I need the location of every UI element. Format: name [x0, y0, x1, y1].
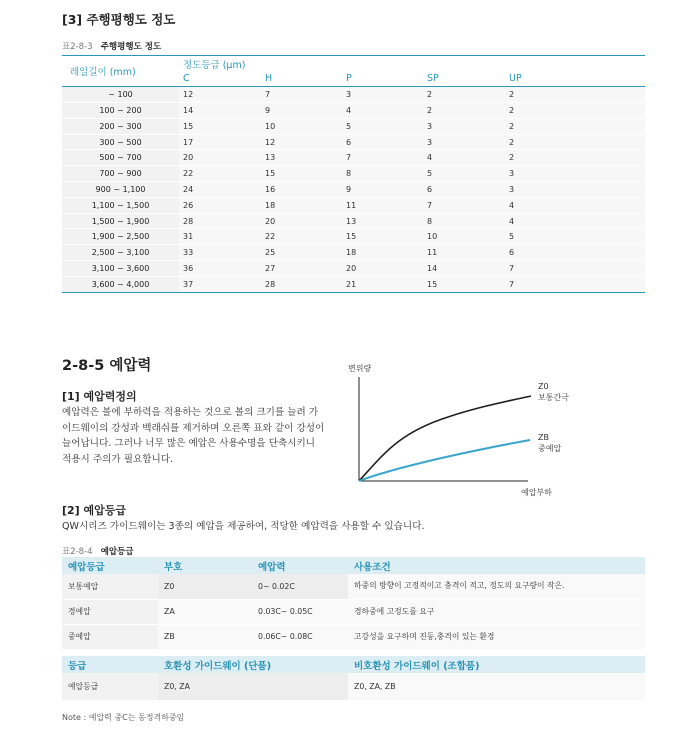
grade-value-cell: 2	[505, 150, 645, 166]
grade-value-cell: 5	[505, 229, 645, 245]
compat-header-single: 호환성 가이드웨이 (단품)	[158, 656, 348, 673]
preload-header-condition: 사용조건	[348, 557, 645, 574]
compat-header-combo: 비호환성 가이드웨이 (조합품)	[348, 656, 645, 673]
grade-value-cell: 20	[179, 150, 261, 166]
table1-caption-no: 표2-8-3	[62, 42, 93, 52]
grade-value-cell: 4	[505, 213, 645, 229]
preload-definition-text: 예압력은 볼에 부하력을 적용하는 것으로 볼의 크기를 늘려 가이드웨이의 강성과 백래쉬를 제거하며 오른쪽 표와 같이 강성이 늘어납니다. 그러나 너무 많은 예압은 사용수명을 단축시키니 적용시 주의가 필요합니다.	[62, 407, 325, 465]
grade-value-cell: 3	[423, 134, 505, 150]
grade-col-sp: SP	[423, 72, 505, 87]
rail-length-cell: 3,100 ~ 3,600	[62, 261, 179, 277]
preload-header-code: 부호	[158, 557, 252, 574]
rail-length-cell: 700 ~ 900	[62, 166, 179, 182]
rail-length-cell: 500 ~ 700	[62, 150, 179, 166]
grade-value-cell: 14	[179, 103, 261, 119]
parallelism-row	[62, 134, 645, 150]
grade-value-cell: 25	[261, 245, 342, 261]
grade-value-cell: 33	[179, 245, 261, 261]
preload-row-code: Z0	[158, 574, 252, 599]
grade-value-cell: 17	[179, 134, 261, 150]
compat-row-label: 예압등급	[62, 673, 158, 700]
section3-title: [3] 주행평행도 정도	[62, 12, 176, 27]
preload-grade-title: [2] 예압등급	[62, 504, 127, 517]
grade-value-cell: 6	[423, 182, 505, 198]
grade-value-cell: 22	[261, 229, 342, 245]
graph-y-label: 변위량	[348, 364, 372, 373]
grade-value-cell: 36	[179, 261, 261, 277]
table1-caption-title: 주행평행도 정도	[100, 42, 162, 52]
preload-table	[62, 557, 645, 700]
grade-value-cell: 9	[261, 103, 342, 119]
preload-definition-title: [1] 예압력정의	[62, 390, 137, 403]
preload-graph	[338, 355, 600, 500]
graph-z0-name: 보통간극	[538, 393, 569, 402]
rail-length-cell: 1,900 ~ 2,500	[62, 229, 179, 245]
table2-caption-title: 예압등급	[100, 547, 134, 557]
grade-header: 정도등급 (μm)	[179, 56, 645, 72]
grade-value-cell: 28	[179, 213, 261, 229]
grade-value-cell: 6	[342, 134, 423, 150]
grade-value-cell: 7	[342, 150, 423, 166]
grade-value-cell: 2	[505, 134, 645, 150]
grade-value-cell: 24	[179, 182, 261, 198]
preload-row-condition: 하중의 방향이 고정적이고 충격이 적고, 정도의 요구량이 작은.	[348, 574, 645, 599]
graph-curve-zb	[359, 440, 530, 481]
preload-row-grade: 중예압	[62, 624, 158, 649]
rail-length-cell: 900 ~ 1,100	[62, 182, 179, 198]
grade-value-cell: 11	[423, 245, 505, 261]
grade-value-cell: 6	[505, 245, 645, 261]
grade-value-cell: 13	[261, 150, 342, 166]
parallelism-row	[62, 182, 645, 198]
parallelism-row	[62, 276, 645, 292]
preload-row-condition: 경하중에 고정도를 요구	[348, 599, 645, 624]
grade-value-cell: 15	[179, 118, 261, 134]
grade-value-cell: 7	[505, 261, 645, 277]
grade-value-cell: 22	[179, 166, 261, 182]
table2-note: Note : 예압력 중C는 동정격하중임	[62, 713, 185, 722]
preload-grade-text: QW시리즈 가이드웨이는 3종의 예압을 제공하여, 적당한 예압력을 사용할 수 있습니다.	[62, 521, 425, 532]
preload-row-condition: 고강성을 요구하며 진동,충격이 있는 환경	[348, 624, 645, 649]
grade-value-cell: 4	[423, 150, 505, 166]
parallelism-row	[62, 197, 645, 213]
parallelism-row	[62, 166, 645, 182]
preload-row-force: 0.06C~ 0.08C	[252, 624, 348, 649]
grade-value-cell: 37	[179, 276, 261, 292]
grade-value-cell: 11	[342, 197, 423, 213]
grade-value-cell: 28	[261, 276, 342, 292]
grade-value-cell: 5	[342, 118, 423, 134]
grade-value-cell: 21	[342, 276, 423, 292]
rail-length-cell: 300 ~ 500	[62, 134, 179, 150]
grade-value-cell: 4	[342, 103, 423, 119]
preload-row-force: 0~ 0.02C	[252, 574, 348, 599]
grade-value-cell: 10	[261, 118, 342, 134]
grade-value-cell: 20	[261, 213, 342, 229]
grade-value-cell: 3	[505, 182, 645, 198]
rail-length-cell: 3,600 ~ 4,000	[62, 276, 179, 292]
preload-row-code: ZB	[158, 624, 252, 649]
grade-value-cell: 2	[423, 103, 505, 119]
grade-value-cell: 3	[342, 87, 423, 103]
grade-col-p: P	[342, 72, 423, 87]
preload-header-grade: 예압등급	[62, 557, 158, 574]
grade-value-cell: 3	[505, 166, 645, 182]
grade-value-cell: 16	[261, 182, 342, 198]
rail-length-cell: 200 ~ 300	[62, 118, 179, 134]
parallelism-row	[62, 229, 645, 245]
grade-value-cell: 9	[342, 182, 423, 198]
grade-value-cell: 2	[423, 87, 505, 103]
grade-col-up: UP	[505, 72, 645, 87]
rail-length-cell: 100 ~ 200	[62, 103, 179, 119]
compat-row-single: Z0, ZA	[158, 673, 348, 700]
grade-value-cell: 4	[505, 197, 645, 213]
parallelism-table	[62, 55, 645, 293]
preload-row-grade: 보통예압	[62, 574, 158, 599]
parallelism-row	[62, 213, 645, 229]
grade-value-cell: 7	[505, 276, 645, 292]
grade-value-cell: 13	[342, 213, 423, 229]
grade-value-cell: 18	[261, 197, 342, 213]
grade-col-c: C	[179, 72, 261, 87]
table2-caption-no: 표2-8-4	[62, 547, 93, 557]
grade-value-cell: 14	[423, 261, 505, 277]
grade-value-cell: 2	[505, 87, 645, 103]
rail-length-header: 레일길이 (mm)	[62, 56, 179, 87]
grade-value-cell: 18	[342, 245, 423, 261]
rail-length-cell: 1,100 ~ 1,500	[62, 197, 179, 213]
parallelism-row	[62, 87, 645, 103]
preload-row-force: 0.03C~ 0.05C	[252, 599, 348, 624]
grade-value-cell: 31	[179, 229, 261, 245]
grade-value-cell: 8	[423, 213, 505, 229]
table2-caption	[62, 545, 134, 557]
parallelism-row	[62, 245, 645, 261]
graph-curve-z0	[359, 396, 531, 481]
section285-title: 2-8-5 예압력	[62, 358, 152, 374]
rail-length-cell: 2,500 ~ 3,100	[62, 245, 179, 261]
grade-value-cell: 12	[261, 134, 342, 150]
grade-value-cell: 5	[423, 166, 505, 182]
graph-z0-code: Z0	[538, 382, 549, 391]
graph-zb-code: ZB	[538, 433, 549, 442]
grade-col-h: H	[261, 72, 342, 87]
grade-value-cell: 20	[342, 261, 423, 277]
grade-value-cell: 2	[505, 103, 645, 119]
grade-value-cell: 15	[423, 276, 505, 292]
graph-zb-name: 중예압	[538, 444, 562, 453]
parallelism-row	[62, 150, 645, 166]
preload-header-force: 예압력	[252, 557, 348, 574]
parallelism-row	[62, 118, 645, 134]
rail-length-cell: ~ 100	[62, 87, 179, 103]
grade-value-cell: 27	[261, 261, 342, 277]
grade-value-cell: 10	[423, 229, 505, 245]
rail-length-cell: 1,500 ~ 1,900	[62, 213, 179, 229]
parallelism-row	[62, 103, 645, 119]
compat-row-combo: Z0, ZA, ZB	[348, 673, 645, 700]
graph-x-label: 예압부하	[521, 488, 552, 497]
grade-value-cell: 15	[342, 229, 423, 245]
grade-value-cell: 26	[179, 197, 261, 213]
parallelism-row	[62, 261, 645, 277]
grade-value-cell: 7	[423, 197, 505, 213]
grade-value-cell: 2	[505, 118, 645, 134]
grade-value-cell: 8	[342, 166, 423, 182]
preload-row-grade: 경예압	[62, 599, 158, 624]
grade-value-cell: 7	[261, 87, 342, 103]
grade-value-cell: 15	[261, 166, 342, 182]
grade-value-cell: 3	[423, 118, 505, 134]
compat-header-grade: 등급	[62, 656, 158, 673]
preload-row-code: ZA	[158, 599, 252, 624]
grade-value-cell: 12	[179, 87, 261, 103]
table1-caption	[62, 40, 161, 52]
